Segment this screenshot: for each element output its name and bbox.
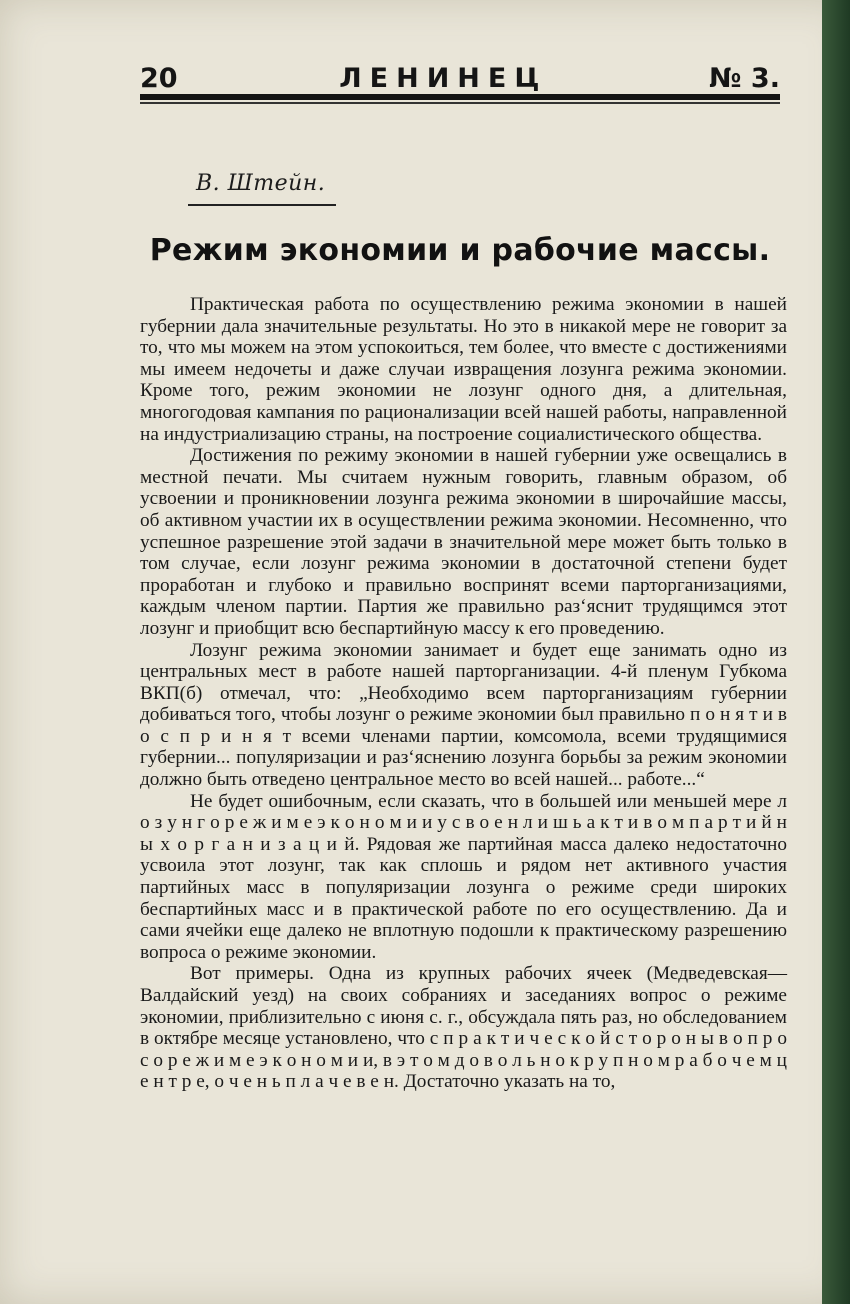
paragraph-1: Практическая работа по осуществлению режима экономии в нашей губернии дала значительные результаты. Но это в никакой мере не говорит за то, что мы можем на этом успокоиться, тем более, что вместе с достижениями мы имеем недочеты и даже случаи извращения лозунга режима экономии. Кроме того, режим экономии не лозунг одного дня, а длительная, многогодовая кампания по рационализации всей нашей работы, направленной на индустриализацию страны, на построение социалистического общества. (140, 294, 787, 445)
book-spine-edge (822, 0, 850, 1304)
article-title: Режим экономии и рабочие массы. (149, 233, 771, 268)
journal-title: ЛЕНИНЕЦ (339, 62, 548, 94)
author-underline (188, 204, 336, 206)
header-rule-thick (140, 94, 780, 100)
paragraph-4: Не будет ошибочным, если сказать, что в большей или меньшей мере л о з у н г о р е ж и м е э к о н о м и и у с в о е н л и ш ь а к т и в о м п а р т и й н ы х о р г а н и з а ц и й. Рядовая же партийная масса далеко недостаточно усвоила этот лозунг, так как сплошь и рядом нет активного участия партийных масс в популяризации лозунга о режиме среди широких беспартийных масс и в практической работе по его осуществлению. Да и сами ячейки еще далеко не вплотную подошли к практическому разрешению вопроса о режиме экономии. (140, 790, 787, 963)
header-rule-thin (140, 102, 780, 104)
paragraph-2: Достижения по режиму экономии в нашей губернии уже освещались в местной печати. Мы считаем нужным говорить, главным образом, об усвоении и проникновении лозунга режима экономии в широчайшие массы, об активном участии их в осуществлении режима экономии. Несомненно, что успешное разрешение этой задачи в значительной мере может быть только в том случае, если лозунг режима экономии в достаточной степени будет проработан и глубоко и правильно воспринят всеми парторганизациями, каждым членом партии. Партия же правильно раз‘яснит трудящимся этот лозунг и приобщит всю беспартийную массу к его проведению. (140, 445, 787, 639)
issue-number: № 3. (709, 62, 780, 94)
running-header (140, 58, 780, 98)
article-author: В. Штейн. (196, 171, 326, 196)
article-body (140, 294, 787, 1093)
page-number: 20 (140, 62, 178, 94)
paragraph-5: Вот примеры. Одна из крупных рабочих ячеек (Медведевская—Валдайский уезд) на своих собраниях и заседаниях вопрос о режиме экономии, приблизительно с июня с. г., обсуждала пять раз, но обследованием в октябре месяце установлено, что с п р а к т и ч е с к о й с т о р о н ы в о п р о с о р е ж и м е э к о н о м и и, в э т о м д о в о л ь н о к р у п н о м р а б о ч е м ц е н т р е, о ч е н ь п л а ч е в е н. Достаточно указать на то, (140, 963, 787, 1093)
paragraph-3: Лозунг режима экономии занимает и будет еще занимать одно из центральных мест в работе нашей парторганизации. 4-й пленум Губкома ВКП(б) отмечал, что: „Необходимо всем парторганизациям губернии добиваться того, чтобы лозунг о режиме экономии был правильно п о н я т и в о с п р и н я т всеми членами партии, комсомола, всеми трудящимися губернии... популяризации и раз‘яснению лозунга борьбы за режим экономии должно быть отведено центральное место во всей нашей... работе...“ (140, 639, 787, 791)
